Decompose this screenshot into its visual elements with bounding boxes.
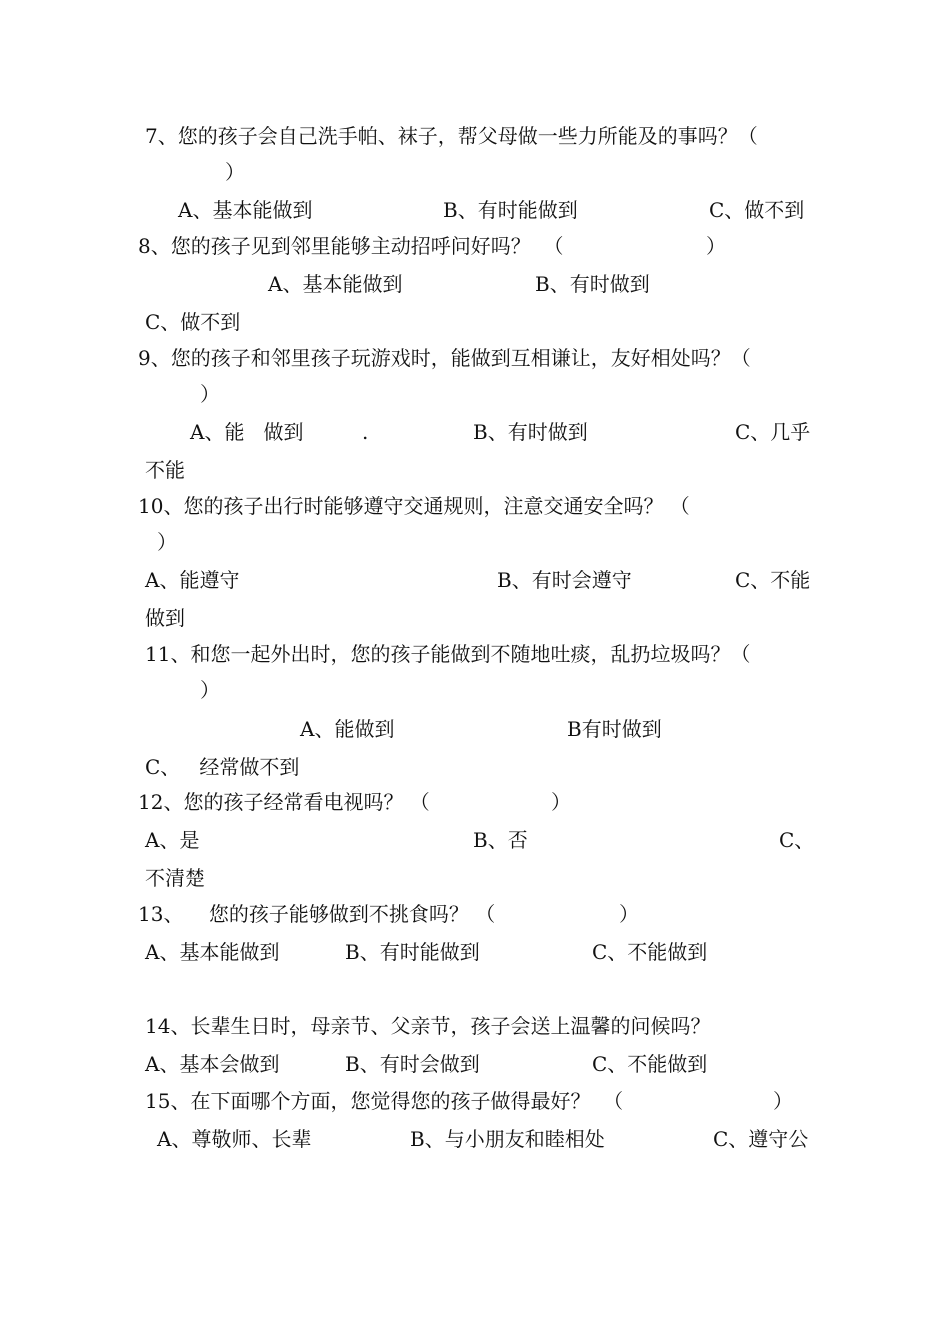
option-b: B有时做到 <box>567 717 662 741</box>
stray-dot: . <box>362 420 369 444</box>
option-b: B、有时会遵守 <box>497 568 632 592</box>
option-a: A、尊敬师、长辈 <box>157 1127 312 1151</box>
answer-bracket: ） <box>773 1089 793 1113</box>
option-c: C、不能做到 <box>592 940 708 964</box>
option-b: B、有时能做到 <box>443 198 578 222</box>
question-15: 15、在下面哪个方面，您觉得您的孩子做得最好？ （ <box>145 1089 624 1113</box>
option-a: A、基本能做到 <box>145 940 280 964</box>
option-a: A、是 <box>145 828 200 852</box>
option-c: C、做不到 <box>145 310 241 334</box>
option-c: C、不能做到 <box>592 1052 708 1076</box>
question-11: 11、和您一起外出时，您的孩子能做到不随地吐痰，乱扔垃圾吗？（ <box>145 642 751 666</box>
answer-bracket: ） <box>157 530 177 554</box>
option-a: A、能 做到 <box>190 420 304 444</box>
option-a: A、基本会做到 <box>145 1052 280 1076</box>
option-b: B、有时能做到 <box>345 940 480 964</box>
answer-bracket: ） <box>706 234 726 258</box>
question-10: 10、您的孩子出行时能够遵守交通规则，注意交通安全吗？ （ <box>138 494 690 518</box>
option-c: C、几乎 <box>735 420 811 444</box>
option-b: B、有时做到 <box>535 272 650 296</box>
option-b: B、有时做到 <box>473 420 588 444</box>
option-b: B、否 <box>473 828 528 852</box>
option-c: C、不能 <box>735 568 811 592</box>
question-9: 9、您的孩子和邻里孩子玩游戏时，能做到互相谦让，友好相处吗？（ <box>138 346 751 370</box>
option-a: A、基本能做到 <box>268 272 403 296</box>
answer-bracket: ） <box>200 382 220 406</box>
option-c: C、做不到 <box>709 198 805 222</box>
option-a: A、基本能做到 <box>178 198 313 222</box>
answer-bracket: ） <box>551 790 571 814</box>
option-c-continued: 不清楚 <box>145 866 205 890</box>
question-12: 12、您的孩子经常看电视吗？ （ <box>138 790 430 814</box>
option-c: C、遵守公 <box>713 1127 809 1151</box>
question-8: 8、您的孩子见到邻里能够主动招呼问好吗？ （ <box>138 234 564 258</box>
question-7: 7、您的孩子会自己洗手帕、袜子，帮父母做一些力所能及的事吗？（ <box>145 124 758 148</box>
option-c: C、 <box>779 828 815 852</box>
question-13: 13、 您的孩子能够做到不挑食吗？ （ <box>138 902 496 926</box>
question-14: 14、长辈生日时，母亲节、父亲节，孩子会送上温馨的问候吗？ <box>145 1014 711 1038</box>
answer-bracket: ） <box>225 160 245 184</box>
option-a: A、能做到 <box>300 717 395 741</box>
option-a: A、能遵守 <box>145 568 240 592</box>
option-b: B、与小朋友和睦相处 <box>410 1127 605 1151</box>
answer-bracket: ） <box>619 902 639 926</box>
option-c-continued: 不能 <box>145 458 185 482</box>
option-c-continued: 做到 <box>145 606 185 630</box>
answer-bracket: ） <box>200 678 220 702</box>
option-c: C、 经常做不到 <box>145 755 300 779</box>
option-b: B、有时会做到 <box>345 1052 480 1076</box>
